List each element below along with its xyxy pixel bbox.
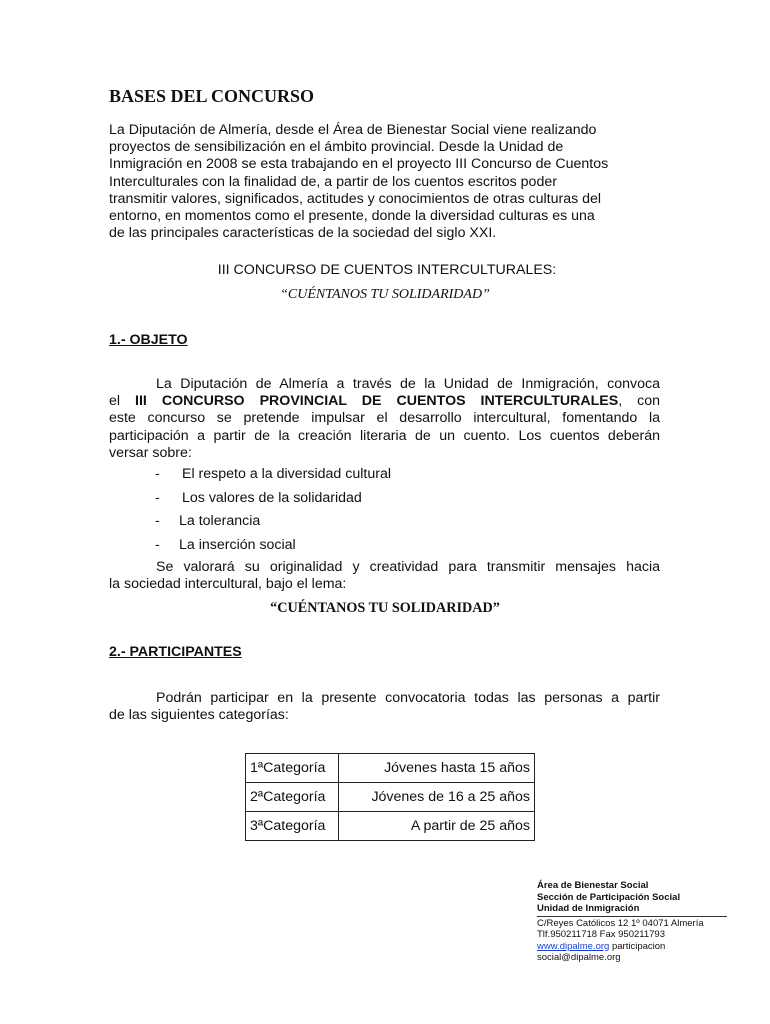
- footer-divider: [537, 916, 727, 917]
- intro-line: entorno, en momentos como el presente, donde la diversidad culturas es una: [109, 208, 595, 225]
- categories-table: [245, 753, 535, 841]
- paragraph-line: La Diputación de Almería a través de la Unidad de Inmigración, convoca: [156, 376, 660, 392]
- list-item-text: Los valores de la solidaridad: [182, 489, 362, 506]
- list-bullet: -: [155, 466, 160, 482]
- footer-email-part: participacion: [609, 940, 666, 952]
- intro-line: Interculturales con la finalidad de, a partir de los cuentos escritos poder: [109, 173, 557, 190]
- list-bullet: -: [155, 536, 160, 553]
- footer-contact-block: [537, 880, 727, 964]
- paragraph-line: Se valorará su originalidad y creatividad para transmitir mensajes hacia: [156, 559, 660, 575]
- motto-bold: “CUÉNTANOS TU SOLIDARIDAD”: [270, 600, 500, 616]
- paragraph-line: versar sobre:: [109, 444, 192, 461]
- valoracion-paragraph: [109, 559, 660, 593]
- footer-department: Área de Bienestar Social: [537, 880, 649, 891]
- category-name-cell: 1ªCategoría: [246, 754, 339, 783]
- list-item-text: La tolerancia: [179, 513, 261, 529]
- category-name-cell: 3ªCategoría: [246, 812, 339, 841]
- category-desc-cell: A partir de 25 años: [339, 812, 535, 841]
- paragraph-line: de las siguientes categorías:: [109, 707, 289, 724]
- list-item-text: El respeto a la diversidad cultural: [182, 466, 391, 482]
- footer-phone: Tlf.950211718 Fax 950211793: [537, 929, 665, 940]
- intro-paragraph: [109, 122, 669, 242]
- list-bullet: -: [155, 513, 160, 529]
- category-desc-cell: Jóvenes de 16 a 25 años: [339, 783, 535, 812]
- footer-unit: Unidad de Inmigración: [537, 903, 640, 914]
- paragraph-line: participación a partir de la creación literaria de un cuento. Los cuentos deberán: [109, 427, 660, 444]
- footer-address: C/Reyes Católicos 12 1º 04071 Almería: [537, 917, 704, 929]
- footer-web-line: [537, 941, 727, 953]
- footer-email: social@dipalme.org: [537, 952, 621, 963]
- table-row: [246, 754, 535, 783]
- section-heading-participantes: 2.- PARTICIPANTES: [109, 644, 242, 660]
- website-link[interactable]: www.dipalme.org: [537, 940, 610, 952]
- intro-line: transmitir valores, significados, actitudes y conocimientos de otras culturas del: [109, 190, 602, 207]
- paragraph-line: este concurso se pretende impulsar el desarrollo intercultural, fomentando la: [109, 410, 660, 427]
- table-row: [246, 812, 535, 841]
- paragraph-text: el: [109, 393, 136, 410]
- intro-line: La Diputación de Almería, desde el Área de Bienestar Social viene realizando: [109, 122, 597, 138]
- paragraph-text: , con: [618, 393, 661, 410]
- document-title: BASES DEL CONCURSO: [109, 86, 315, 106]
- footer-section: Sección de Participación Social: [537, 891, 681, 903]
- intro-line: Inmigración en 2008 se esta trabajando en el proyecto III Concurso de Cuentos: [109, 156, 609, 173]
- paragraph-line: la sociedad intercultural, bajo el lema:: [109, 576, 347, 593]
- intro-line: de las principales características de la sociedad del siglo XXI.: [109, 225, 497, 242]
- section-heading-objeto: 1.- OBJETO: [109, 332, 188, 348]
- category-desc-cell: Jóvenes hasta 15 años: [339, 754, 535, 783]
- category-name-cell: 2ªCategoría: [246, 783, 339, 812]
- list-item-text: La inserción social: [179, 536, 296, 553]
- contest-title: III CONCURSO DE CUENTOS INTERCULTURALES:: [217, 262, 557, 278]
- table-row: [246, 783, 535, 812]
- participantes-paragraph: [109, 690, 660, 724]
- paragraph-line: [109, 393, 660, 410]
- contest-motto: “CUÉNTANOS TU SOLIDARIDAD”: [280, 287, 490, 302]
- intro-line: proyectos de sensibilización en el ámbito provincial. Desde la Unidad de: [109, 139, 564, 156]
- contest-name-bold: III CONCURSO PROVINCIAL DE CUENTOS INTERCULTURALES: [135, 393, 619, 410]
- list-bullet: -: [155, 489, 160, 506]
- objeto-paragraph: [109, 376, 660, 462]
- paragraph-line: Podrán participar en la presente convocatoria todas las personas a partir: [156, 690, 660, 706]
